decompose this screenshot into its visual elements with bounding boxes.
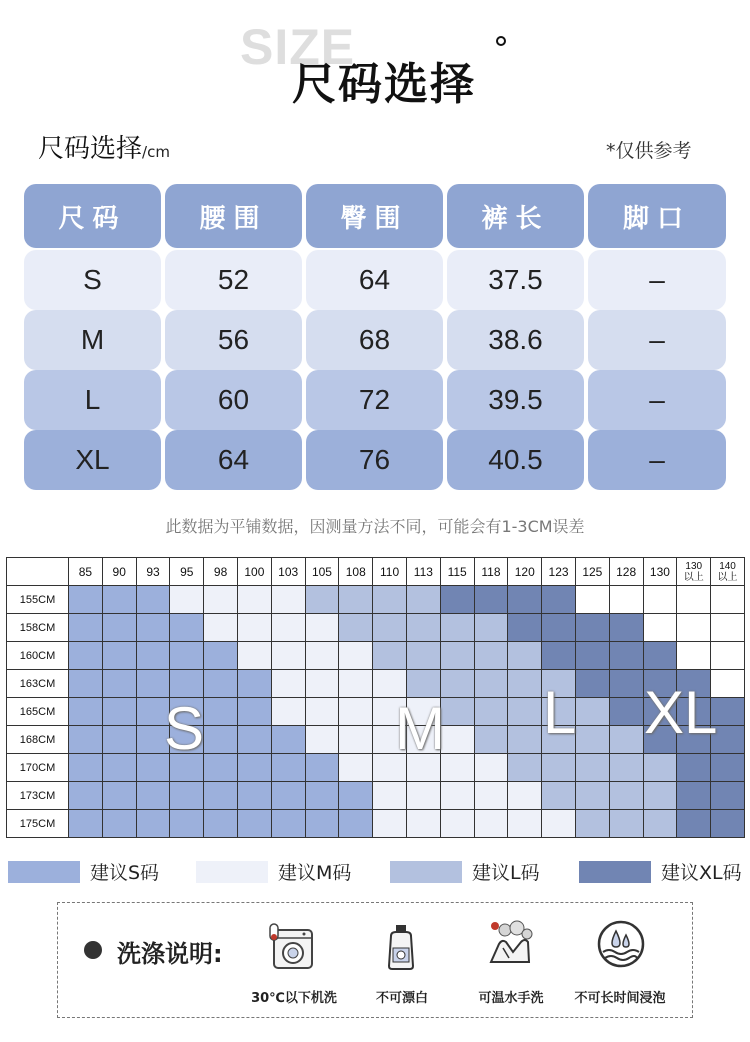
grid-cell bbox=[711, 642, 745, 670]
grid-weight-label: 105 bbox=[311, 564, 332, 579]
grid-cell bbox=[102, 698, 136, 726]
grid-cell bbox=[136, 810, 170, 838]
grid-cell bbox=[69, 670, 103, 698]
grid-corner-cell bbox=[7, 558, 69, 586]
grid-cell bbox=[542, 586, 576, 614]
grid-cell bbox=[69, 586, 103, 614]
table-cell: 60 bbox=[165, 370, 302, 430]
zone-label-l: L bbox=[543, 679, 577, 746]
grid-cell bbox=[237, 782, 271, 810]
grid-cell bbox=[609, 782, 643, 810]
grid-cell bbox=[609, 642, 643, 670]
size-unit: /cm bbox=[142, 143, 170, 161]
table-cell: S bbox=[24, 250, 161, 310]
grid-weight-label: 85 bbox=[78, 564, 93, 579]
grid-cell bbox=[339, 754, 373, 782]
grid-cell bbox=[609, 726, 643, 754]
care-label: 30℃以下机洗 bbox=[251, 991, 337, 1006]
grid-cell bbox=[204, 726, 238, 754]
zone-label-m: M bbox=[395, 695, 445, 762]
grid-cell bbox=[575, 698, 609, 726]
grid-cell bbox=[711, 810, 745, 838]
grid-cell bbox=[339, 642, 373, 670]
grid-cell bbox=[69, 614, 103, 642]
grid-weight-header bbox=[170, 558, 204, 586]
grid-cell bbox=[474, 754, 508, 782]
grid-cell bbox=[204, 670, 238, 698]
care-title: 洗涤说明: bbox=[117, 940, 223, 968]
grid-cell bbox=[406, 810, 440, 838]
grid-cell bbox=[339, 810, 373, 838]
grid-weight-header bbox=[339, 558, 373, 586]
grid-cell bbox=[170, 810, 204, 838]
background-size-word: SIZE bbox=[240, 19, 356, 75]
grid-cell bbox=[102, 726, 136, 754]
grid-weight-label: 120 bbox=[514, 564, 535, 579]
size-row-xl bbox=[24, 430, 726, 490]
grid-cell bbox=[271, 642, 305, 670]
grid-weight-label: 128 bbox=[616, 564, 637, 579]
legend-label: 建议S码 bbox=[90, 862, 160, 884]
header-cell-hip: 臀围 bbox=[306, 184, 443, 248]
grid-weight-label: 98 bbox=[213, 564, 228, 579]
grid-weight-label: 108 bbox=[345, 564, 366, 579]
grid-row bbox=[7, 698, 745, 726]
grid-cell bbox=[474, 614, 508, 642]
grid-cell bbox=[440, 642, 474, 670]
grid-cell bbox=[542, 642, 576, 670]
grid-weight-header bbox=[643, 558, 677, 586]
grid-cell bbox=[440, 614, 474, 642]
legend-swatch-s bbox=[8, 861, 80, 883]
hand-wash-icon bbox=[485, 918, 535, 968]
header-cell-hem: 脚口 bbox=[588, 184, 726, 248]
table-cell: L bbox=[24, 370, 161, 430]
grid-row bbox=[7, 782, 745, 810]
grid-weight-header bbox=[305, 558, 339, 586]
grid-cell bbox=[373, 642, 407, 670]
grid-cell bbox=[677, 614, 711, 642]
legend-label: 建议XL码 bbox=[661, 862, 742, 884]
grid-height-label: 175CM bbox=[7, 810, 69, 838]
grid-cell bbox=[406, 782, 440, 810]
legend-item-m bbox=[196, 858, 351, 885]
grid-cell bbox=[373, 782, 407, 810]
grid-cell bbox=[237, 754, 271, 782]
grid-cell bbox=[508, 810, 542, 838]
grid-cell bbox=[440, 754, 474, 782]
grid-cell bbox=[305, 586, 339, 614]
grid-cell bbox=[575, 642, 609, 670]
grid-weight-label: 113 bbox=[413, 564, 433, 579]
grid-row bbox=[7, 726, 745, 754]
grid-cell bbox=[305, 698, 339, 726]
table-cell: 38.6 bbox=[447, 310, 584, 370]
table-cell: 68 bbox=[306, 310, 443, 370]
table-cell: 37.5 bbox=[447, 250, 584, 310]
grid-weight-label: 130 以上 bbox=[683, 560, 704, 583]
grid-weight-header bbox=[136, 558, 170, 586]
grid-row bbox=[7, 810, 745, 838]
grid-cell bbox=[406, 614, 440, 642]
table-cell: – bbox=[588, 250, 726, 310]
header-cell-waist: 腰围 bbox=[165, 184, 302, 248]
grid-height-label: 168CM bbox=[7, 726, 69, 754]
grid-weight-header bbox=[271, 558, 305, 586]
grid-cell bbox=[305, 810, 339, 838]
legend-label: 建议M码 bbox=[278, 862, 352, 884]
grid-cell bbox=[271, 810, 305, 838]
grid-cell bbox=[102, 670, 136, 698]
grid-cell bbox=[237, 614, 271, 642]
grid-weight-header bbox=[237, 558, 271, 586]
grid-cell bbox=[204, 642, 238, 670]
grid-cell bbox=[69, 754, 103, 782]
grid-cell bbox=[609, 614, 643, 642]
grid-cell bbox=[271, 782, 305, 810]
grid-cell bbox=[677, 586, 711, 614]
grid-weight-header bbox=[508, 558, 542, 586]
grid-cell bbox=[271, 698, 305, 726]
grid-weight-label: 103 bbox=[278, 564, 299, 579]
grid-row bbox=[7, 670, 745, 698]
grid-cell bbox=[643, 614, 677, 642]
grid-cell bbox=[575, 586, 609, 614]
grid-weight-label: 95 bbox=[180, 564, 194, 579]
table-cell: 76 bbox=[306, 430, 443, 490]
legend-label: 建议L码 bbox=[472, 862, 540, 884]
grid-weight-header bbox=[609, 558, 643, 586]
table-cell: – bbox=[588, 310, 726, 370]
grid-cell bbox=[136, 782, 170, 810]
grid-cell bbox=[609, 754, 643, 782]
grid-weight-label: 140 以上 bbox=[717, 560, 738, 583]
size-row-l bbox=[24, 370, 726, 430]
grid-weight-header bbox=[474, 558, 508, 586]
grid-weight-header bbox=[711, 558, 745, 586]
grid-height-label: 173CM bbox=[7, 782, 69, 810]
grid-weight-label: 100 bbox=[244, 564, 265, 579]
grid-height-label: 158CM bbox=[7, 614, 69, 642]
grid-cell bbox=[508, 726, 542, 754]
legend-swatch-xl bbox=[579, 861, 651, 883]
legend-item-xl bbox=[579, 858, 742, 885]
grid-cell bbox=[440, 670, 474, 698]
grid-height-label: 155CM bbox=[7, 586, 69, 614]
grid-cell bbox=[102, 642, 136, 670]
grid-cell bbox=[102, 754, 136, 782]
care-label: 不可漂白 bbox=[375, 991, 428, 1006]
grid-cell bbox=[575, 670, 609, 698]
table-cell: 64 bbox=[165, 430, 302, 490]
grid-cell bbox=[508, 642, 542, 670]
grid-cell bbox=[677, 642, 711, 670]
grid-cell bbox=[406, 586, 440, 614]
size-table bbox=[24, 184, 726, 490]
grid-cell bbox=[204, 754, 238, 782]
grid-cell bbox=[204, 614, 238, 642]
table-cell: 52 bbox=[165, 250, 302, 310]
grid-cell bbox=[237, 642, 271, 670]
grid-cell bbox=[711, 614, 745, 642]
table-cell: 40.5 bbox=[447, 430, 584, 490]
grid-cell bbox=[575, 754, 609, 782]
grid-cell bbox=[69, 726, 103, 754]
grid-cell bbox=[508, 670, 542, 698]
table-cell: M bbox=[24, 310, 161, 370]
grid-weight-label: 130 bbox=[649, 564, 670, 579]
grid-cell bbox=[643, 754, 677, 782]
grid-cell bbox=[575, 614, 609, 642]
grid-cell bbox=[339, 782, 373, 810]
grid-cell bbox=[373, 810, 407, 838]
grid-cell bbox=[711, 586, 745, 614]
grid-cell bbox=[508, 586, 542, 614]
grid-cell bbox=[542, 782, 576, 810]
table-cell: 72 bbox=[306, 370, 443, 430]
grid-cell bbox=[271, 614, 305, 642]
grid-weight-header bbox=[69, 558, 103, 586]
legend-swatch-m bbox=[196, 861, 268, 883]
grid-cell bbox=[508, 782, 542, 810]
grid-row bbox=[7, 614, 745, 642]
grid-cell bbox=[339, 726, 373, 754]
washing-machine-icon bbox=[268, 922, 318, 972]
grid-cell bbox=[204, 586, 238, 614]
grid-weight-header bbox=[373, 558, 407, 586]
no-soak-icon bbox=[596, 919, 646, 969]
grid-cell bbox=[237, 698, 271, 726]
page-title: 尺码选择 bbox=[292, 59, 476, 110]
grid-cell bbox=[339, 586, 373, 614]
grid-row bbox=[7, 642, 745, 670]
grid-cell bbox=[102, 810, 136, 838]
no-bleach-icon bbox=[377, 922, 427, 972]
grid-cell bbox=[136, 642, 170, 670]
grid-cell bbox=[69, 782, 103, 810]
care-label: 可温水手洗 bbox=[478, 991, 544, 1006]
grid-cell bbox=[542, 754, 576, 782]
grid-cell bbox=[474, 698, 508, 726]
grid-row bbox=[7, 754, 745, 782]
grid-cell bbox=[643, 782, 677, 810]
grid-weight-label: 118 bbox=[481, 564, 501, 579]
grid-cell bbox=[373, 586, 407, 614]
grid-cell bbox=[440, 726, 474, 754]
grid-weight-header bbox=[440, 558, 474, 586]
size-table-title-text: 尺码选择 bbox=[38, 134, 143, 164]
grid-cell bbox=[677, 754, 711, 782]
grid-cell bbox=[305, 754, 339, 782]
grid-cell bbox=[339, 670, 373, 698]
grid-height-label: 160CM bbox=[7, 642, 69, 670]
size-row-s bbox=[24, 250, 726, 310]
grid-cell bbox=[643, 586, 677, 614]
grid-cell bbox=[271, 726, 305, 754]
grid-cell bbox=[136, 614, 170, 642]
grid-weight-header bbox=[677, 558, 711, 586]
grid-cell bbox=[69, 698, 103, 726]
grid-cell bbox=[170, 586, 204, 614]
size-recommendation-grid bbox=[6, 557, 745, 838]
table-cell: XL bbox=[24, 430, 161, 490]
grid-cell bbox=[711, 754, 745, 782]
grid-cell bbox=[474, 642, 508, 670]
grid-weight-header bbox=[204, 558, 238, 586]
grid-cell bbox=[69, 810, 103, 838]
grid-cell bbox=[305, 782, 339, 810]
grid-cell bbox=[237, 726, 271, 754]
grid-header-row bbox=[7, 558, 745, 586]
size-table-header bbox=[24, 184, 726, 250]
grid-weight-header bbox=[406, 558, 440, 586]
grid-height-label: 163CM bbox=[7, 670, 69, 698]
grid-cell bbox=[711, 782, 745, 810]
grid-cell bbox=[204, 698, 238, 726]
grid-cell bbox=[474, 726, 508, 754]
grid-cell bbox=[677, 810, 711, 838]
grid-cell bbox=[643, 642, 677, 670]
grid-weight-label: 125 bbox=[582, 564, 603, 579]
grid-cell bbox=[204, 810, 238, 838]
grid-cell bbox=[271, 670, 305, 698]
grid-cell bbox=[271, 586, 305, 614]
grid-cell bbox=[237, 586, 271, 614]
grid-weight-label: 115 bbox=[447, 564, 467, 579]
grid-cell bbox=[69, 642, 103, 670]
grid-cell bbox=[508, 614, 542, 642]
table-cell: 56 bbox=[165, 310, 302, 370]
grid-cell bbox=[643, 810, 677, 838]
grid-cell bbox=[237, 670, 271, 698]
grid-row bbox=[7, 586, 745, 614]
grid-cell bbox=[271, 754, 305, 782]
reference-note: *仅供参考 bbox=[606, 140, 692, 162]
grid-weight-header bbox=[542, 558, 576, 586]
header-cell-length: 裤长 bbox=[447, 184, 584, 248]
grid-cell bbox=[508, 754, 542, 782]
grid-cell bbox=[609, 810, 643, 838]
grid-cell bbox=[305, 614, 339, 642]
title-dot-icon bbox=[496, 36, 506, 46]
grid-height-label: 165CM bbox=[7, 698, 69, 726]
grid-cell bbox=[474, 670, 508, 698]
legend-item-l bbox=[390, 858, 540, 885]
size-row-m bbox=[24, 310, 726, 370]
grid-cell bbox=[373, 614, 407, 642]
grid-cell bbox=[170, 782, 204, 810]
grid-cell bbox=[609, 698, 643, 726]
grid-cell bbox=[305, 670, 339, 698]
grid-cell bbox=[406, 642, 440, 670]
grid-cell bbox=[102, 614, 136, 642]
legend-swatch-l bbox=[390, 861, 462, 883]
grid-weight-header bbox=[102, 558, 136, 586]
measurement-footnote: 此数据为平铺数据，因测量方法不同，可能会有1-3CM误差 bbox=[165, 517, 585, 536]
grid-weight-header bbox=[575, 558, 609, 586]
grid-weight-label: 93 bbox=[146, 564, 160, 579]
care-label: 不可长时间浸泡 bbox=[574, 991, 666, 1006]
grid-cell bbox=[136, 586, 170, 614]
grid-cell bbox=[102, 782, 136, 810]
grid-cell bbox=[305, 642, 339, 670]
size-table-title bbox=[38, 128, 170, 165]
grid-height-label: 170CM bbox=[7, 754, 69, 782]
grid-cell bbox=[440, 810, 474, 838]
grid-cell bbox=[102, 586, 136, 614]
grid-cell bbox=[440, 586, 474, 614]
grid-weight-label: 90 bbox=[112, 564, 126, 579]
grid-cell bbox=[474, 810, 508, 838]
bullet-icon bbox=[84, 941, 102, 959]
table-cell: 64 bbox=[306, 250, 443, 310]
grid-cell bbox=[575, 782, 609, 810]
grid-cell bbox=[474, 782, 508, 810]
grid-cell bbox=[474, 586, 508, 614]
grid-cell bbox=[542, 614, 576, 642]
grid-cell bbox=[508, 698, 542, 726]
grid-cell bbox=[440, 698, 474, 726]
zone-label-xl: XL bbox=[644, 679, 718, 746]
grid-cell bbox=[575, 810, 609, 838]
grid-cell bbox=[440, 782, 474, 810]
table-cell: – bbox=[588, 370, 726, 430]
grid-cell bbox=[677, 782, 711, 810]
grid-weight-label: 110 bbox=[380, 564, 400, 579]
grid-cell bbox=[237, 810, 271, 838]
grid-cell bbox=[305, 726, 339, 754]
table-cell: – bbox=[588, 430, 726, 490]
table-cell: 39.5 bbox=[447, 370, 584, 430]
grid-cell bbox=[339, 614, 373, 642]
grid-cell bbox=[170, 614, 204, 642]
grid-cell bbox=[575, 726, 609, 754]
zone-label-s: S bbox=[164, 695, 205, 762]
header-cell-size: 尺码 bbox=[24, 184, 161, 248]
legend-item-s bbox=[8, 858, 159, 885]
grid-cell bbox=[609, 586, 643, 614]
grid-cell bbox=[609, 670, 643, 698]
grid-cell bbox=[204, 782, 238, 810]
grid-weight-label: 123 bbox=[548, 564, 569, 579]
grid-cell bbox=[339, 698, 373, 726]
grid-cell bbox=[170, 642, 204, 670]
grid-cell bbox=[542, 810, 576, 838]
